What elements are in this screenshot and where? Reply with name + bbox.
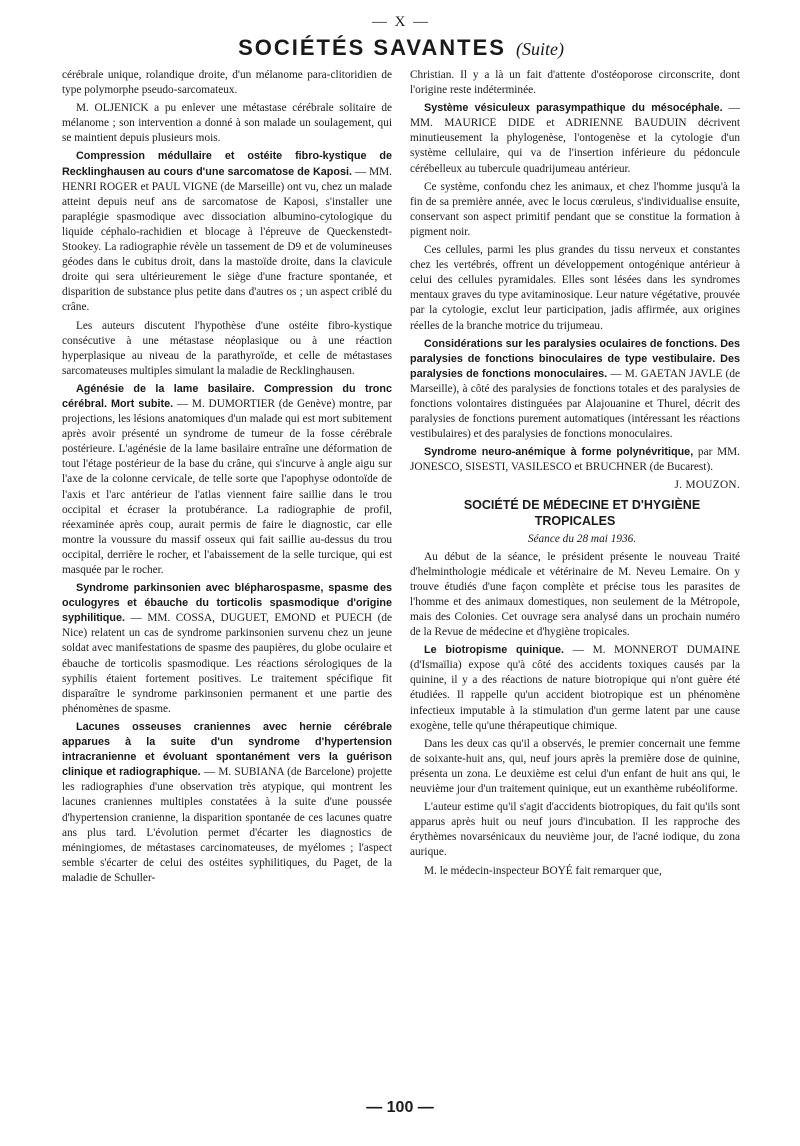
paragraph: cérébrale unique, rolandique droite, d'un mélanome para-clitoridien de type polymorphe pseudo-sarcomateux. [62, 69, 392, 97]
section-title: SOCIÉTÉS SAVANTES [238, 35, 506, 60]
article-heading: Considérations sur les paralysies oculaires de fonctions. Des paralysies de fonctions binoculaires de type vestibulaire. Des paralysies de fonctions monoculaires. [410, 337, 740, 380]
paragraph: M. le médecin-inspecteur BOYÉ fait remarquer que, [424, 864, 662, 877]
article-systeme-vesiculeux [410, 101, 740, 176]
left-column [62, 68, 392, 889]
right-column [410, 68, 740, 889]
society-title: SOCIÉTÉ DE MÉDECINE ET D'HYGIÈNE TROPICALES [463, 497, 701, 528]
article-text: — MM. COSSA, DUGUET, EMOND et PUECH (de Nice) relatent un cas de syndrome parkinsonien survenu chez un jeune soldat avec manifestations de spasme des paupières, du globe oculaire et ébauche de torticolis spasmodique. Les réactions sérologiques de la syphilis étaient fortement positives. Le traitement spécifique fit disparaître le syndrome parkinsonien permanent et une partie des phénomènes de spasme. [62, 612, 392, 715]
article-heading: Système vésiculeux parasympathique du mésocéphale. [424, 102, 723, 115]
paragraph: Ce système, confondu chez les animaux, et chez l'homme jusqu'à la fin de sa première année, avec le locus cœruleus, s'individualise ensuite, conservant son aspect primitif pendant que se constitue la formation à pigment noir. [410, 180, 740, 238]
article-heading: Lacunes osseuses craniennes avec hernie cérébrale apparues à la suite d'un syndrome d'hypertension intracranienne et évoluant spontanément vers la guérison clinique et radiographique. [62, 720, 392, 779]
paragraph: Christian. Il y a là un fait d'attente d'ostéoporose circonscrite, dont l'origine reste indéterminée. [410, 69, 740, 97]
paragraph: Au début de la séance, le président présente le nouveau Traité d'helminthologie médicale et vétérinaire de M. Neveu Lemaire. On y trouve étudiés d'une façon complète et précise tous les parasites de l'homme et des animaux domestiques, non seulement de la Métropole, mais des Colonies. Cet ouvrage sera analysé dans un prochain numéro de la Revue de médecine et d'hygiène tropicales. [410, 550, 740, 639]
paragraph: Ces cellules, parmi les plus grandes du tissu nerveux et constantes chez les vertébrés, offrent un développement ontogénique antérieur à celui des cellules pyramidales. Elles sont lésées dans les syndromes mentaux graves du type avitaminosique. Leur nature végétative, prouvée par la cytologie, exclut leur participation, jadis affirmée, aux origines réelles de la branche motrice du trijumeau. [410, 244, 740, 332]
section-suite: (Suite) [515, 39, 564, 59]
article-heading: Le biotropisme quinique. [424, 644, 565, 657]
two-column-body [62, 68, 740, 889]
article-agenesie [62, 382, 392, 578]
article-text: — MM. MAURICE DIDE et ADRIENNE BAUDUIN décrivent minutieusement la phylogenèse, l'ontogenèse et la cytologie d'un système cellulaire, qui va de l'insertion inférieure du pédoncule cérébelleux au tubercule quadrijumeau antérieur. [410, 102, 741, 175]
article-heading: Syndrome parkinsonien avec blépharospasme, spasme des oculogyres et ébauche du torticolis spasmodique d'origine syphilitique. [62, 582, 392, 625]
article-heading: Compression médullaire et ostéite fibro-kystique de Recklinghausen au cours d'une sarcomatose de Kaposi. [62, 150, 392, 178]
article-compression-medullaire [62, 149, 392, 315]
section-masthead [62, 34, 740, 62]
article-text: par MM. JONESCO, SISESTI, VASILESCO et BRUCHNER (de Bucarest). [410, 446, 740, 474]
paragraph: M. OLJENICK a pu enlever une métastase cérébrale solitaire de mélanome ; son intervention a donné à son malade un soulagement, qui se maintient depuis plusieurs mois. [62, 102, 392, 145]
article-text: — M. SUBIANA (de Barcelone) projette les radiographies d'une observation très atypique, qui montrent les lacunes craniennes multiples constatées à la suite d'une poussée d'hypertension cranienne, la disparition spontanée de ces lacunes quatre ans plus tard. L'évolution permet d'écarter les diagnostics de méningiomes, de métastases carcinomateuses, de myélomes ; l'aspect semble s'écarter de celui des ostéites syphilitiques, du Paget, de la maladie de Schuller- [62, 766, 392, 884]
roman-numeral-header: — X — [371, 14, 431, 30]
signature-line [410, 478, 740, 493]
paragraph: L'auteur estime qu'il s'agit d'accidents biotropiques, du fait qu'ils sont apparus après huit ou neuf jours d'incubation. Il les rapproche des érythèmes novarsénicaux du neuvième jour, de l'acné iodique, du zona aurique. [410, 801, 740, 859]
session-date: Séance du 28 mai 1936. [527, 532, 637, 545]
author-signature: J. MOUZON. [674, 479, 740, 492]
paragraph: Les auteurs discutent l'hypothèse d'une ostéite fibro-kystique consécutive à une métastase néoplasique ou à une réaction hyperplasique au niveau de la parathyroïde, et celle de métastases sarcomateuses multiples simulant la maladie de Recklinghausen. [62, 319, 392, 377]
article-text: — M. DUMORTIER (de Genève) montre, par projections, les lésions anatomiques d'un malade qui est mort subitement après avoir présenté un syndrome de tumeur de la fosse cérébrale postérieure. L'agénésie de la lame basilaire entraîne une déformation de tout l'étage postérieur de la base du crâne, qui s'incurve à angle aigu sur l'axe de la colonne cervicale, de telle sorte que l'apophyse odontoïde de l'axis et l'arc antérieur de l'atlas viennent faire saillie dans le trou occipital et écraser la protubérance. La radiographie de profil, réexaminée après coup, aurait permis de faire le diagnostic, car elle montre la voussure du massif osseux qui fait saillie au-dessus du trou occipital, derrière le rocher, et l'abaissement de la selle turcique, qui est masquée par le rocher. [62, 397, 392, 576]
article-lacunes-osseuses [62, 720, 392, 886]
page-number: — 100 — [366, 1099, 434, 1116]
article-paralysies-oculaires [410, 337, 740, 443]
article-syndrome-parkinsonien [62, 581, 392, 717]
article-heading: Agénésie de la lame basilaire. Compression du tronc cérébral. Mort subite. [62, 382, 392, 410]
paragraph: Dans les deux cas qu'il a observés, le premier concernait une femme de soixante-huit ans, qui, neuf jours après la première dose de quinine, présenta un zona. Le deuxième est celui d'un enfant de huit ans qui, le neuvième jour d'un traitement quinique, eut un exanthème rubéoliforme. [410, 737, 740, 796]
article-text: — M. MONNEROT DUMAINE (d'Ismaïlia) expose qu'à côté des accidents toxiques causés par la quinine, il y a des réactions de nature biotropique qui n'ont guère été étudiées. Il rappelle qu'un accident biotropique est un phénomène infectieux imputable à la stimulation d'un germe latent par une cause exogène, telle qu'une thérapeutique chimique. [410, 644, 740, 732]
article-heading: Syndrome neuro-anémique à forme polynévritique, [424, 446, 694, 459]
article-biotropisme [410, 643, 740, 734]
article-syndrome-neuro-anemique [410, 445, 740, 475]
article-text: — MM. HENRI ROGER et PAUL VIGNE (de Marseille) ont vu, chez un malade atteint depuis neuf ans de sarcomatose de Kaposi, s'installer une paraplégie spasmodique avec dissociation albumino-cytologique du liquide céphalo-rachidien et blocage à l'épreuve de Queckenstedt-Stookey. La radiographie révèle un tassement de D9 et de volumineuses géodes dans le cubitus droit, dans la mastoïde droite, dans la clavicule droite qui sera ultérieurement le siège d'une fracture spontanée, et disparition de substance plus petite dans d'autres os ; un aspect criblé du crâne. [62, 165, 393, 314]
article-text: — M. GAETAN JAVLE (de Marseille), à côté des paralysies de fonctions totales et des paralysies de fonctions volontaires distinguées par Alajouanine et Thurel, décrit des paralysies de fonctions purement automatiques (intéressant les réactions vestibulaires) et des paralysies de fonctions monoculaires. [410, 367, 740, 441]
